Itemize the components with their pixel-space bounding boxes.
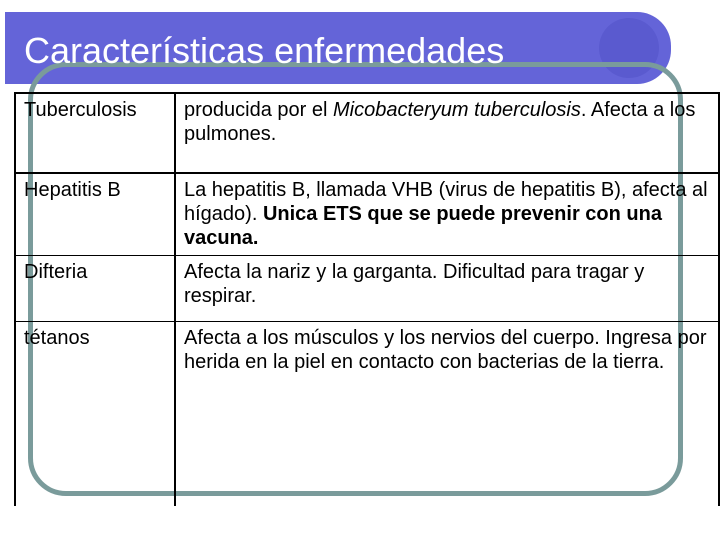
table-row bbox=[15, 255, 719, 321]
disease-description: producida por el Micobacteryum tuberculosis. Afecta a los pulmones. bbox=[175, 93, 719, 173]
disease-name: Difteria bbox=[15, 255, 175, 321]
disease-description: La hepatitis B, llamada VHB (virus de hepatitis B), afecta al hígado). Unica ETS que se puede prevenir con una vacuna. bbox=[175, 173, 719, 255]
slide-title: Características enfermedades bbox=[24, 30, 505, 71]
disease-name: tétanos bbox=[15, 321, 175, 506]
table-row bbox=[15, 321, 719, 506]
disease-name: Tuberculosis bbox=[15, 93, 175, 173]
table-row bbox=[15, 173, 719, 255]
disease-description: Afecta la nariz y la garganta. Dificultad para tragar y respirar. bbox=[175, 255, 719, 321]
disease-name: Hepatitis B bbox=[15, 173, 175, 255]
diseases-table bbox=[14, 92, 720, 506]
table-row bbox=[15, 93, 719, 173]
disease-description: Afecta a los músculos y los nervios del cuerpo. Ingresa por herida en la piel en contacto con bacterias de la tierra. bbox=[175, 321, 719, 506]
